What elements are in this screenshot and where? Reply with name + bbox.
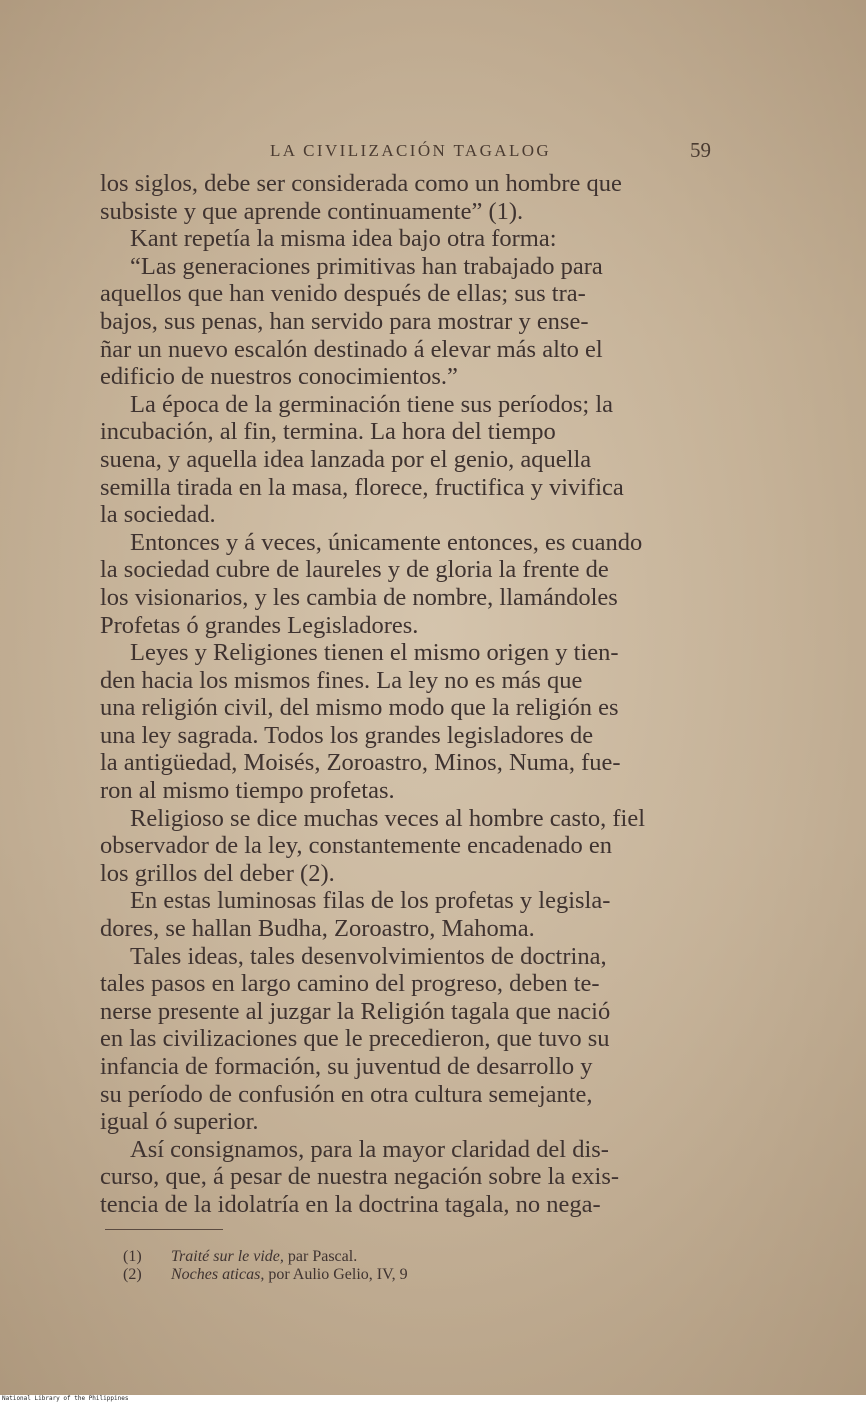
text-line: La época de la germinación tiene sus períodos; la	[130, 390, 614, 418]
text-line: tencia de la idolatría en la doctrina tagala, no nega-	[100, 1190, 601, 1218]
footnote-1	[123, 1248, 357, 1266]
text-line: nerse presente al juzgar la Religión tagala que nació	[100, 997, 611, 1025]
text-line: la sociedad cubre de laureles y de gloria la frente de	[100, 556, 609, 584]
text-line: aquellos que han venido después de ellas; sus tra-	[100, 280, 586, 308]
text-line: los visionarios, y les cambia de nombre, llamándoles	[100, 583, 618, 611]
text-line: en las civilizaciones que le precedieron, que tuvo su	[100, 1025, 610, 1053]
text-line: los siglos, debe ser considerada como un hombre que	[100, 170, 622, 197]
text-line: den hacia los mismos fines. La ley no es más que	[100, 666, 583, 694]
footnote-number: (2)	[123, 1266, 142, 1283]
text-line: tales pasos en largo camino del progreso, deben te-	[100, 970, 600, 998]
footnote-title: Noches aticas,	[171, 1266, 265, 1283]
text-line: Kant repetía la misma idea bajo otra forma:	[130, 225, 557, 253]
text-line: subsiste y que aprende continuamente” (1).	[100, 197, 524, 225]
text-line: su período de confusión en otra cultura semejante,	[100, 1080, 593, 1108]
text-line: Tales ideas, tales desenvolvimientos de doctrina,	[130, 942, 607, 970]
text-line: dores, se hallan Budha, Zoroastro, Mahoma.	[100, 915, 535, 943]
text-line: incubación, al fin, termina. La hora del tiempo	[100, 418, 556, 446]
text-line: semilla tirada en la masa, florece, fructifica y vivifica	[100, 473, 624, 501]
text-line: edificio de nuestros conocimientos.”	[100, 363, 458, 391]
footnote-text: par Pascal.	[283, 1248, 358, 1265]
text-line: curso, que, á pesar de nuestra negación sobre la exis-	[100, 1163, 620, 1191]
library-credit: National Library of the Philippines	[2, 1395, 129, 1402]
text-line: la sociedad.	[100, 501, 216, 529]
text-line: la antigüedad, Moisés, Zoroastro, Minos, Numa, fue-	[100, 749, 621, 777]
text-line: observador de la ley, constantemente encadenado en	[100, 832, 612, 860]
footnote-title: Traité sur le vide,	[171, 1248, 284, 1265]
text-line: suena, y aquella idea lanzada por el genio, aquella	[100, 445, 592, 473]
text-line: una religión civil, del mismo modo que la religión es	[100, 694, 619, 722]
text-line: bajos, sus penas, han servido para mostrar y ense-	[100, 307, 589, 335]
text-line: En estas luminosas filas de los profetas y legisla-	[130, 887, 611, 915]
text-line: Leyes y Religiones tienen el mismo origen y tien-	[130, 639, 619, 667]
text-line: igual ó superior.	[100, 1108, 259, 1136]
text-line: infancia de formación, su juventud de desarrollo y	[100, 1053, 593, 1080]
text-line: Religioso se dice muchas veces al hombre casto, fiel	[130, 804, 646, 832]
page-number: 59	[690, 138, 711, 162]
footnote-number: (1)	[123, 1248, 142, 1265]
text-line: los grillos del deber (2).	[100, 859, 335, 887]
text-line: ñar un nuevo escalón destinado á elevar más alto el	[100, 335, 603, 363]
credit-strip	[0, 1395, 866, 1403]
text-line: Así consignamos, para la mayor claridad del dis-	[130, 1135, 609, 1163]
text-line: Profetas ó grandes Legisladores.	[100, 611, 419, 639]
running-title: LA CIVILIZACIÓN TAGALOG	[270, 141, 552, 160]
text-line: ron al mismo tiempo profetas.	[100, 777, 395, 805]
body-text	[100, 170, 740, 1219]
footnote-2	[123, 1266, 408, 1284]
text-line: Entonces y á veces, únicamente entonces, es cuando	[130, 528, 643, 556]
footnote-rule	[105, 1229, 223, 1230]
text-line: una ley sagrada. Todos los grandes legisladores de	[100, 721, 594, 749]
footnote-text: por Aulio Gelio, IV, 9	[264, 1266, 408, 1283]
text-line: “Las generaciones primitivas han trabajado para	[130, 252, 603, 280]
